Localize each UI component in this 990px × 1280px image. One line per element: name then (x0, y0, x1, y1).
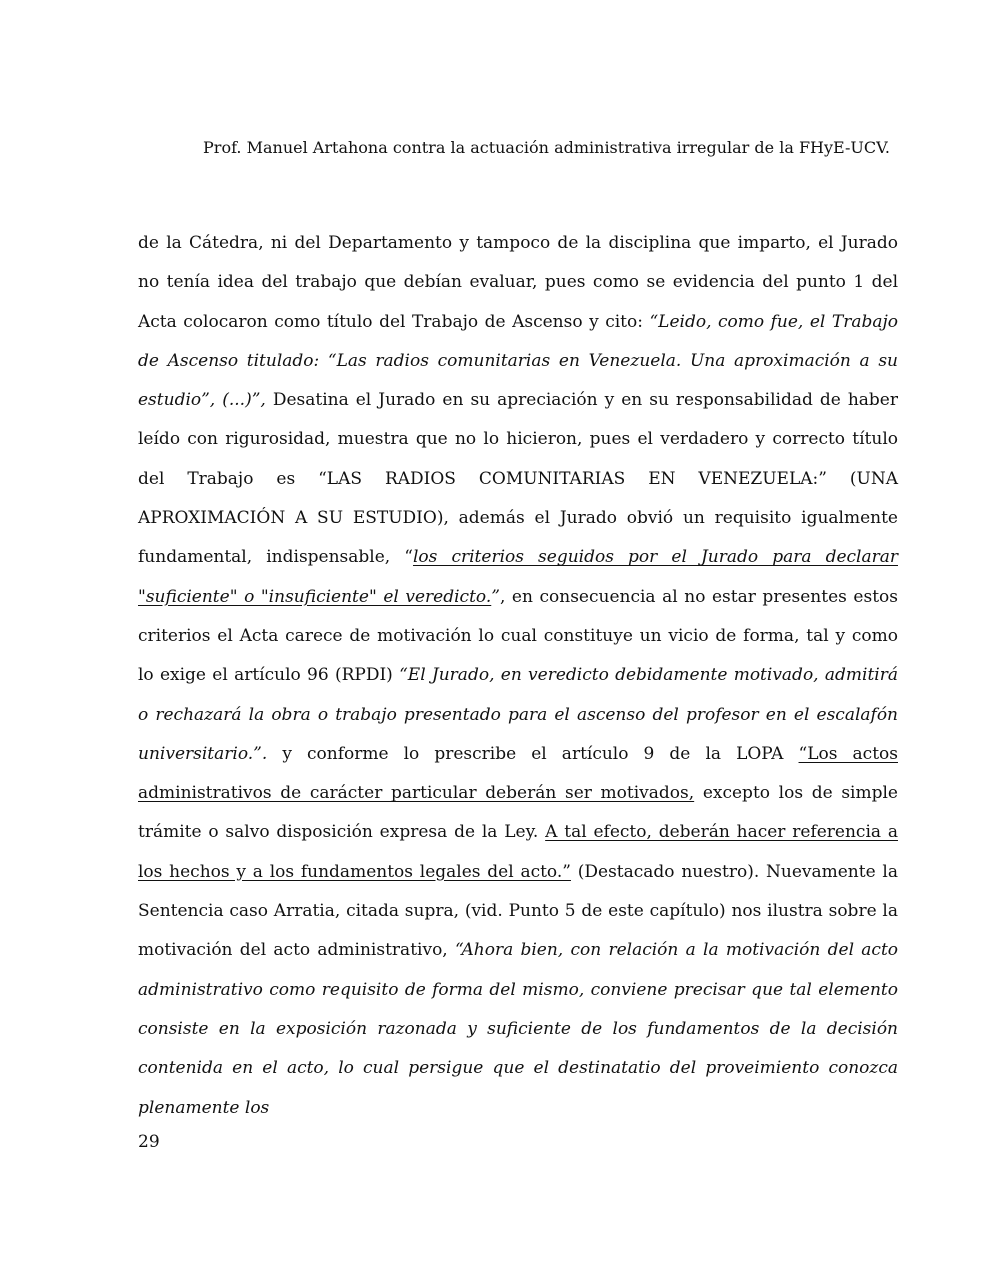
page-number: 29 (138, 1132, 160, 1152)
quote-acta-title: “Leido, como fue, el Trabajo de Ascenso titulado: “Las radios comunitarias en Venezuela. Una aproximación a su estudio”, (...)”, (138, 311, 898, 411)
text-segment: Desatina el Jurado en su apreciación y en su responsabilidad de haber leído con rigurosidad, muestra que no lo hicieron, pues el verdadero y correcto título del Trabajo es “LAS RADIOS COMUNITARIAS EN VENEZUELA:” (UNA APROXIMACIÓN A SU ESTUDIO), además el Jurado obvió un requisito igualmente fundamental, indispensable, “ (138, 390, 898, 568)
text-segment: (Destacado nuestro). Nuevamente la Sentencia caso Arratia, citada supra, (vid. Punto 5 de este capítulo) nos ilustra sobre la motivación del acto administrativo, (138, 861, 898, 961)
text-segment: excepto los de simple trámite o salvo disposición expresa de la Ley. (138, 783, 898, 843)
text-segment: y conforme lo prescribe el artículo 9 de la LOPA (267, 743, 799, 764)
text-segment: , en consecuencia al no estar presentes estos criterios el Acta carece de motivación lo cual constituye un vicio de forma, tal y como lo exige el artículo 96 (RPDI) (138, 586, 898, 686)
quote-criterios: los criterios seguidos por el Jurado para declarar "suficiente" o "insuficiente" el veredicto. (138, 547, 898, 607)
quote-lopa-article-9-part1: “Los actos administrativos de carácter particular deberán ser motivados, (138, 743, 898, 804)
quote-mark: ” (491, 586, 500, 607)
quote-rpdi-article-96: “El Jurado, en veredicto debidamente motivado, admitirá o rechazará la obra o trabajo presentado para el ascenso del profesor en el escalafón universitario.”. (138, 665, 898, 764)
running-header: Prof. Manuel Artahona contra la actuación administrativa irregular de la FHyE-UCV. (203, 138, 890, 157)
body-paragraph (138, 224, 898, 1128)
text-segment: de la Cátedra, ni del Departamento y tampoco de la disciplina que imparto, el Jurado no tenía idea del trabajo que debían evaluar, pues como se evidencia del punto 1 del Acta colocaron como título del Trabajo de Ascenso y cito: (138, 233, 898, 332)
quote-sentencia-arratia: “Ahora bien, con relación a la motivación del acto administrativo como requisito de forma del mismo, conviene precisar que tal elemento consiste en la exposición razonada y suficiente de los fundamentos de la decisión contenida en el acto, lo cual persigue que el destinatatio del proveimiento conozca plenamente los (138, 940, 899, 1118)
quote-lopa-article-9-part2: A tal efecto, deberán hacer referencia a los hechos y a los fundamentos legales del acto.” (138, 822, 898, 882)
